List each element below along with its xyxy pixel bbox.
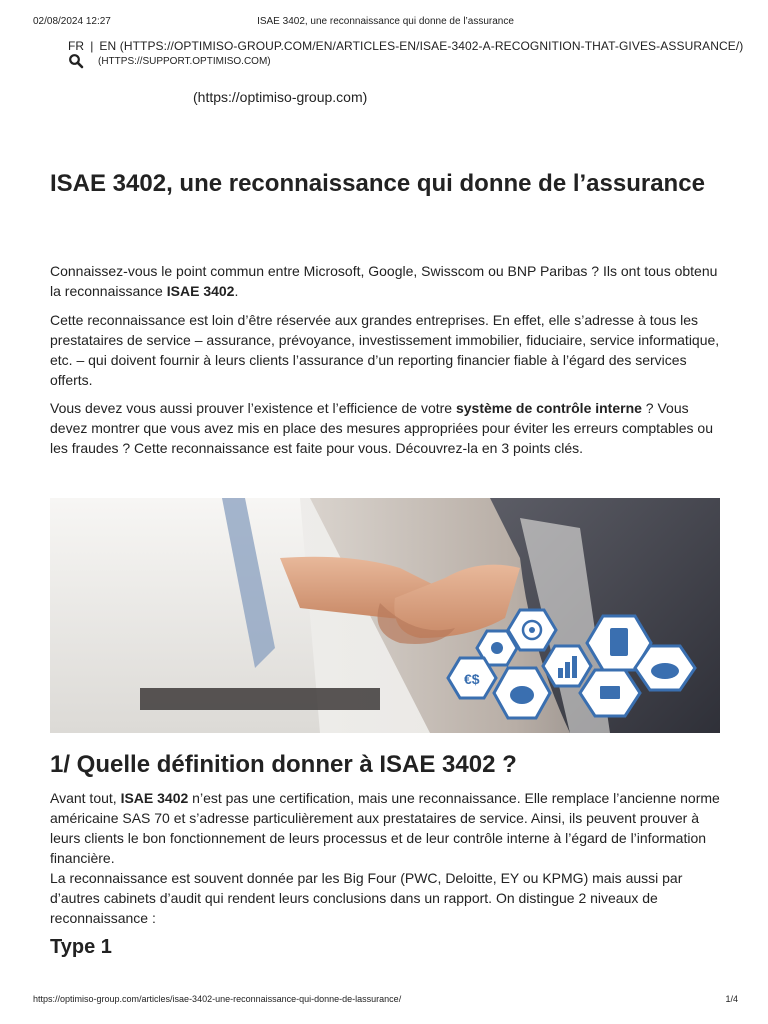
search-icon	[68, 53, 84, 69]
subsection-title: Type 1	[50, 936, 112, 958]
intro-paragraph-3: Vous devez vous aussi prouver l’existence et l’efficience de votre système de contrôle interne ? Vous devez montrer que vous avez mis en place des mesures appropriées pour éviter les erreurs comptables ou les fraudes ? Cette reconnaissance est faite pour vous. Découvrez-la en 3 points clés.	[50, 400, 713, 456]
print-datetime: 02/08/2024 12:27	[33, 16, 111, 27]
svg-text:€$: €$	[464, 671, 480, 687]
print-document-title: ISAE 3402, une reconnaissance qui donne de l’assurance	[257, 16, 514, 27]
support-link[interactable]: (HTTPS://SUPPORT.OPTIMISO.COM)	[98, 56, 271, 67]
page-number: 1/4	[725, 994, 738, 1004]
intro-paragraph-1: Connaissez-vous le point commun entre Microsoft, Google, Swisscom ou BNP Paribas ? Ils ont tous obtenu la reconnaissance ISAE 3402.	[50, 263, 718, 299]
section-paragraph-2: La reconnaissance est souvent donnée par les Big Four (PWC, Deloitte, EY ou KPMG) mais aussi par d’autres cabinets d’audit qui rendent leurs conclusions dans un rapport. On distingue 2 niveaux de reconnaissance :	[50, 870, 683, 926]
language-nav	[68, 39, 743, 53]
language-separator: |	[90, 39, 94, 53]
print-header	[33, 16, 738, 30]
logo-link[interactable]: (https://optimiso-group.com)	[193, 89, 368, 105]
language-en-link[interactable]: EN (HTTPS://OPTIMISO-GROUP.COM/EN/ARTICLES-EN/ISAE-3402-A-RECOGNITION-THAT-GIVES-ASSURANCE/)	[99, 39, 744, 53]
section-title: 1/ Quelle définition donner à ISAE 3402 ?	[50, 751, 517, 778]
intro-paragraph-2: Cette reconnaissance est loin d’être réservée aux grandes entreprises. En effet, elle s’adresse à tous les prestataires de service – assurance, prévoyance, investissement immobilier, fiduciaire, service informatique, etc. – qui doivent fournir à leurs clients l’assurance d’un reporting financier fiable à l’égard des services offerts.	[50, 312, 720, 388]
page-title: ISAE 3402, une reconnaissance qui donne de l’assurance	[50, 170, 705, 197]
hero-image-handshake	[50, 498, 720, 733]
print-url: https://optimiso-group.com/articles/isae-3402-une-reconnaissance-qui-donne-de-lassurance/	[33, 994, 402, 1004]
section-paragraph-1: Avant tout, ISAE 3402 n’est pas une certification, mais une reconnaissance. Elle remplace l’ancienne norme américaine SAS 70 et s’adresse particulièrement aux prestataires de service. Ainsi, ils peuvent prouver à leurs clients le bon fonctionnement de leurs processus et de leur contrôle interne à l’égard de l’information financière.	[50, 790, 720, 866]
language-fr-link[interactable]: FR	[68, 39, 85, 53]
